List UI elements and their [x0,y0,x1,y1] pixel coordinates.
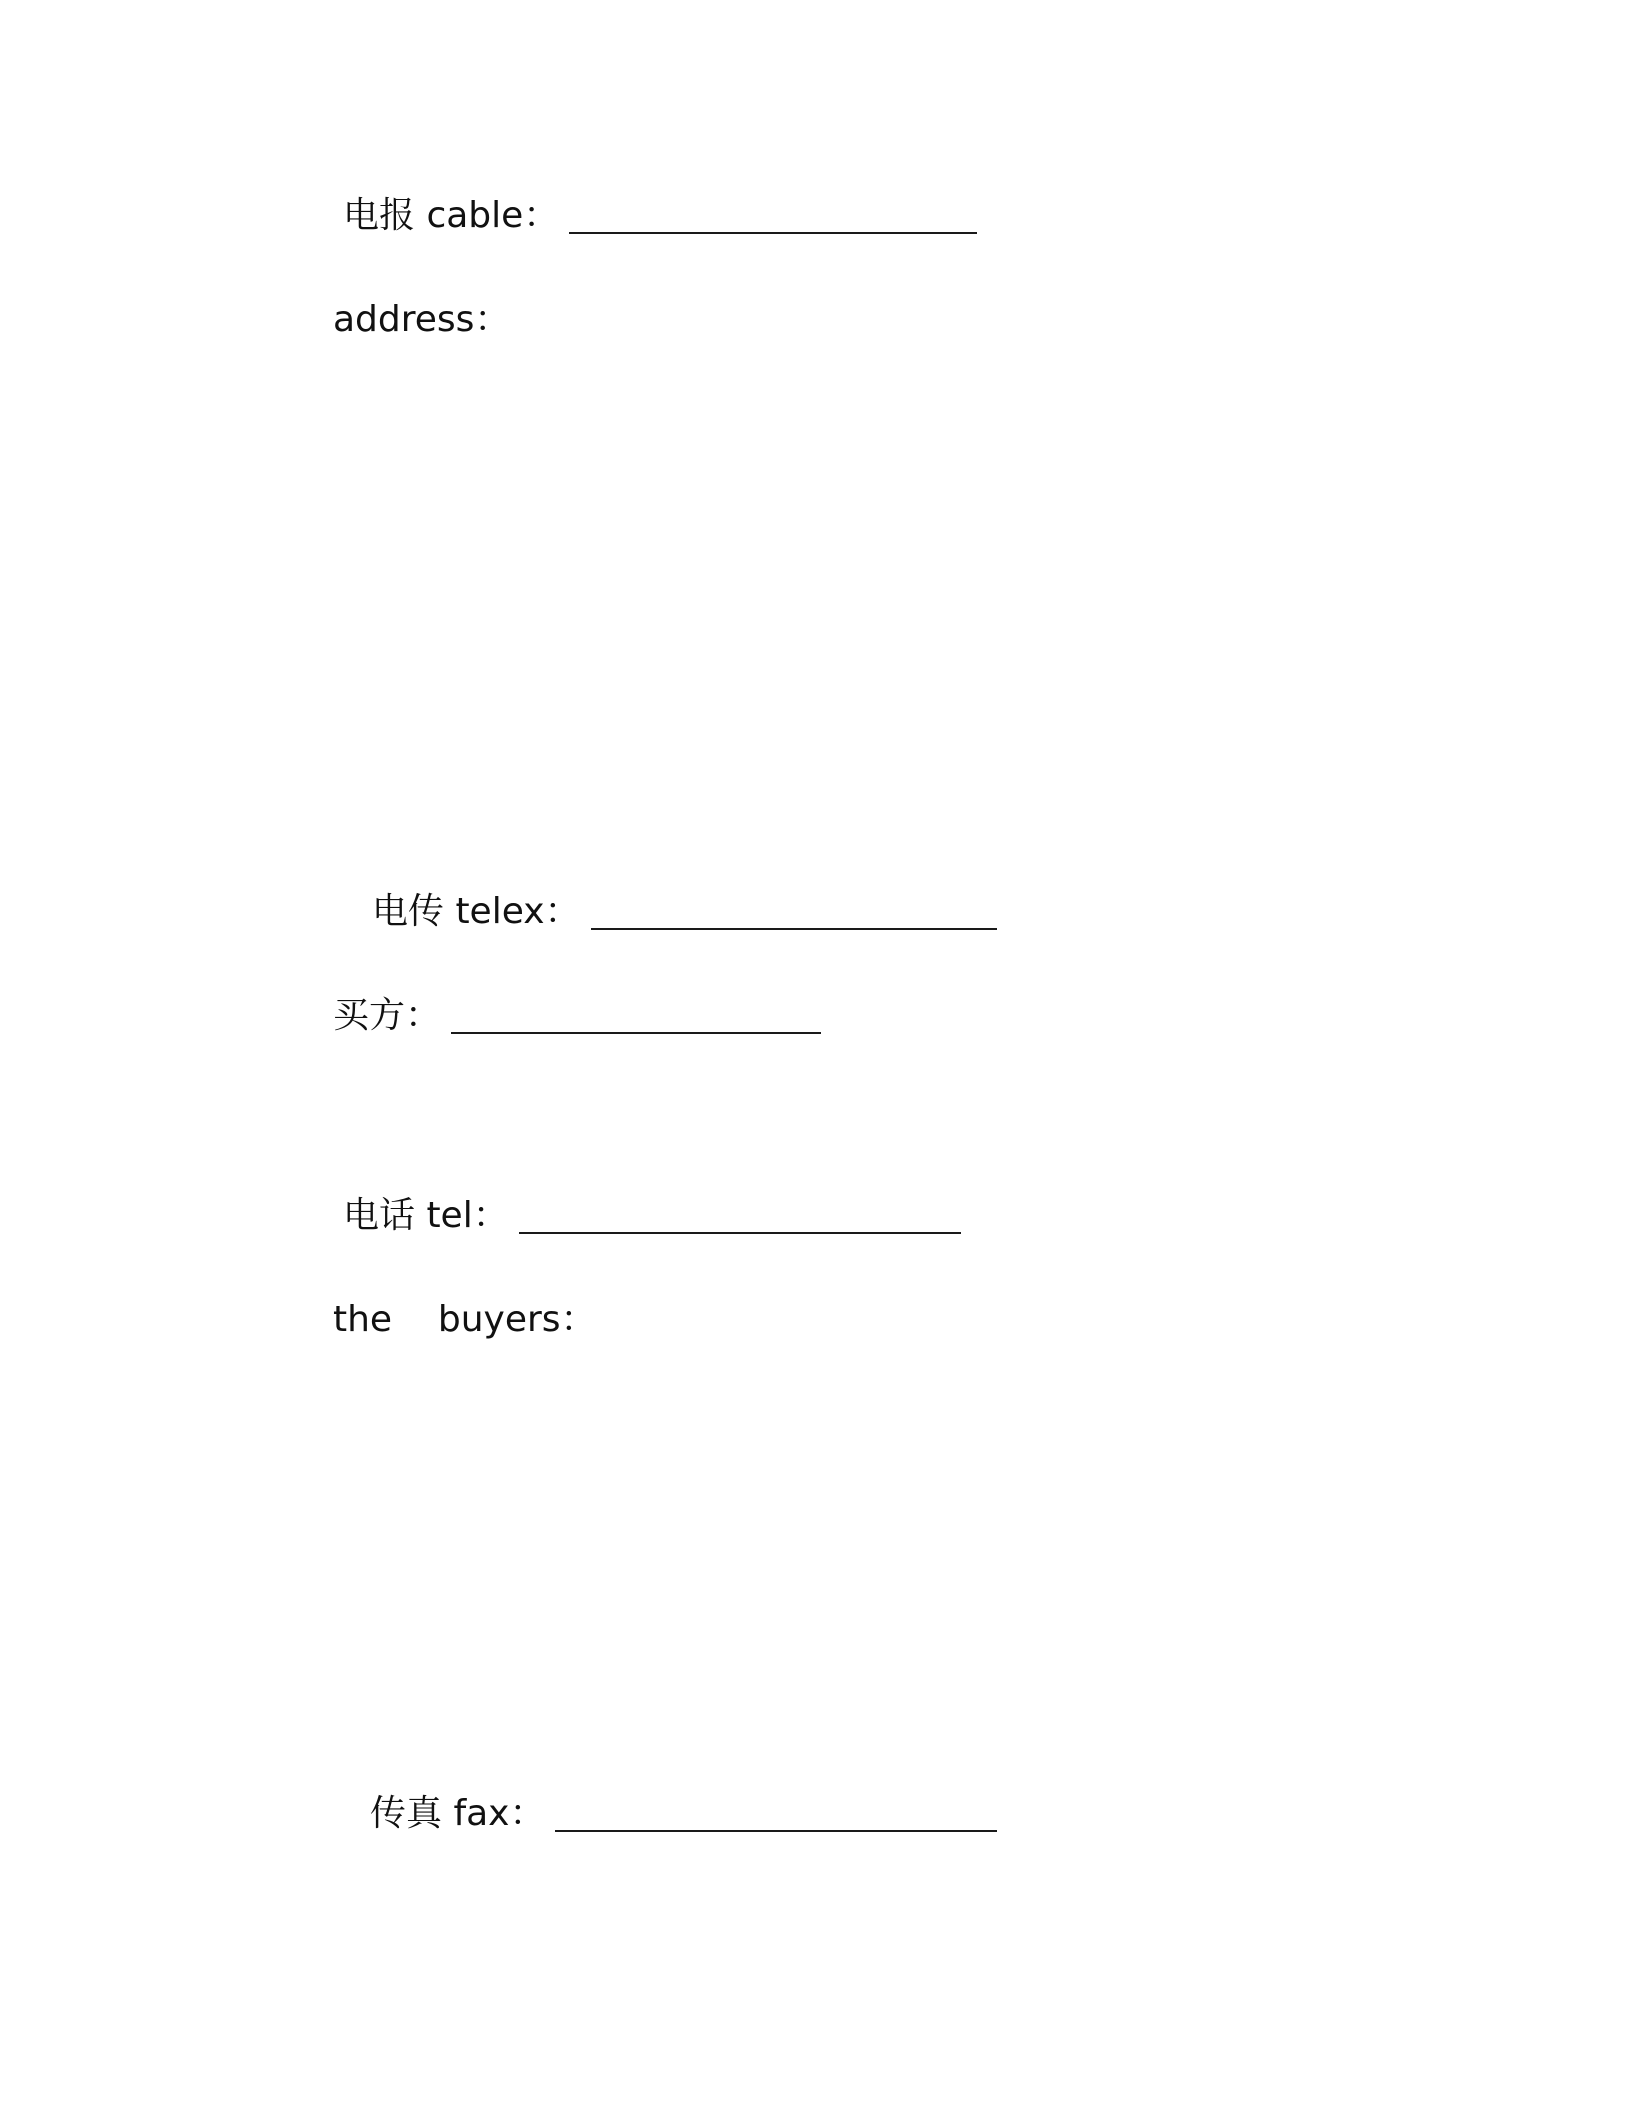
address-label: address： [333,299,511,340]
cable-blank-line[interactable] [569,198,977,234]
buyer-blank-line[interactable] [451,998,821,1034]
address-field-row [333,298,510,342]
fax-blank-line[interactable] [555,1796,997,1832]
the-buyers-label: the buyers： [333,1299,597,1340]
telex-label: 电传 telex： [372,891,581,932]
telex-blank-line[interactable] [591,894,997,930]
fax-field-row [370,1792,997,1836]
cable-label: 电报 cable： [343,195,560,236]
tel-blank-line[interactable] [519,1198,961,1234]
tel-label: 电话 tel： [343,1195,509,1236]
cable-field-row [343,194,977,238]
fax-label: 传真 fax： [370,1793,546,1834]
buyer-label: 买方： [333,995,442,1036]
the-buyers-field-row [333,1298,597,1342]
buyer-field-row [333,994,821,1038]
tel-field-row [343,1194,961,1238]
telex-field-row [372,890,997,934]
